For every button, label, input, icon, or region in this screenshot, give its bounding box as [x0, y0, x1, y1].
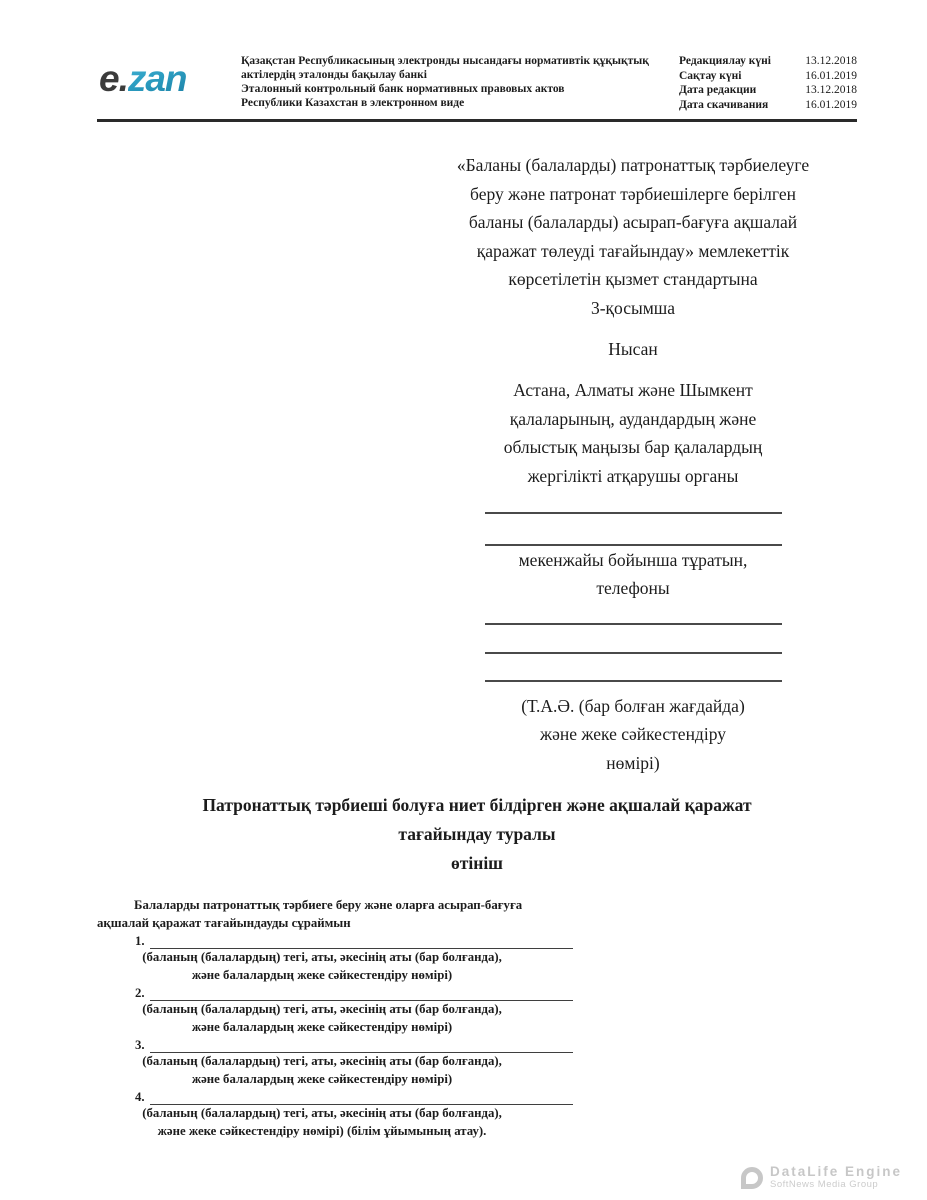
item-row: [97, 1088, 573, 1105]
annex-reference: [407, 151, 859, 323]
form-label: Нысан: [608, 338, 658, 359]
annex-line: беру және патронат тәрбиешілерге берілген: [470, 183, 796, 204]
recipient-line: Астана, Алматы және Шымкент: [513, 380, 753, 401]
date-label: Сақтау күні: [679, 69, 742, 82]
item-number: 1.: [135, 934, 145, 948]
item-row: [97, 984, 573, 1001]
date-row: [679, 83, 857, 98]
watermark-subtitle: SoftNews Media Group: [769, 1179, 879, 1190]
org-line: актілердің эталонды бақылау банкі: [241, 69, 427, 81]
annex-line: қаражат төлеуді тағайындау» мемлекеттік: [476, 240, 790, 261]
item-note-line: (баланың (балалардың) тегі, аты, әкесінің аты (бар болғанда),: [142, 950, 502, 964]
ezan-logo: [99, 50, 241, 97]
date-value: 13.12.2018: [805, 55, 857, 67]
title-line: Патронаттық тәрбиеші болуға ниет білдірген және ақшалай қаражат: [202, 795, 752, 815]
annex-line: көрсетілетін қызмет стандартына: [508, 269, 758, 290]
title-line: өтініш: [451, 853, 503, 873]
recipient-block: [407, 376, 859, 490]
item-note-line: (баланың (балалардың) тегі, аты, әкесінің аты (бар болғанда),: [142, 1106, 502, 1120]
list-item: [97, 984, 573, 1036]
date-label: Дата скачивания: [679, 98, 769, 111]
logo-suffix: zan: [127, 58, 187, 99]
watermark-title: DataLife Engine: [769, 1164, 902, 1179]
item-note-line: (баланың (балалардың) тегі, аты, әкесінің аты (бар болғанда),: [142, 1054, 502, 1068]
applicant-note: [407, 692, 859, 778]
date-value: 16.01.2019: [805, 69, 857, 82]
list-item: [97, 1036, 573, 1088]
org-line: Республики Казахстан в электронном виде: [241, 97, 465, 109]
item-number: 4.: [135, 1090, 145, 1104]
item-note-line: және балалардың жеке сәйкестендіру нөмірі): [191, 1019, 453, 1034]
item-row: [97, 1036, 573, 1053]
annex-line: «Баланы (балаларды) патронаттық тәрбиелеуге: [456, 155, 810, 175]
blank-fill-line: [485, 654, 782, 682]
applicant-note-line: және жеке сәйкестендіру: [540, 724, 726, 745]
recipient-line: облыстық маңызы бар қалалардың: [503, 437, 763, 458]
date-row: [679, 54, 857, 69]
org-line: Қазақстан Республикасының электронды нысандағы нормативтік құқықтық: [241, 55, 649, 67]
blank-fill-line: [150, 1090, 573, 1105]
document-header: [99, 50, 857, 112]
item-row: [97, 932, 573, 949]
annex-line: баланы (балаларды) асырап-бағуға ақшалай: [468, 212, 798, 233]
dates-table: [679, 50, 857, 112]
items-list: [97, 932, 573, 1140]
blank-fill-line: [150, 1038, 573, 1053]
header-divider: [97, 119, 857, 122]
item-note-line: және балалардың жеке сәйкестендіру нөмірі): [191, 967, 453, 982]
address-note-line: телефоны: [596, 578, 670, 599]
logo-prefix: e.: [99, 58, 128, 99]
request-paragraph: Балаларды патронаттық тәрбиеге беру және оларға асырап-бағуға ақшалай қаражат тағайындауды сұраймын: [97, 898, 523, 930]
address-note: [407, 546, 859, 603]
date-row: [679, 69, 857, 84]
blank-fill-line: [485, 491, 782, 514]
date-row: [679, 98, 857, 113]
date-value: 13.12.2018: [805, 84, 857, 96]
item-note-line: (баланың (балалардың) тегі, аты, әкесінің аты (бар болғанда),: [142, 1002, 502, 1016]
annex-column: [407, 151, 859, 778]
recipient-line: жергілікті атқарушы органы: [527, 465, 739, 486]
applicant-note-line: (Т.А.Ә. (бар болған жағдайда): [521, 695, 745, 716]
date-label: Дата редакции: [679, 84, 757, 96]
list-item: [97, 1088, 573, 1140]
blank-fill-line: [150, 934, 573, 949]
applicant-note-line: нөмірі): [606, 752, 660, 773]
title-line: тағайындау туралы: [398, 824, 556, 844]
item-note-line: және балалардың жеке сәйкестендіру нөмірі): [191, 1071, 453, 1086]
blank-fill-line: [485, 514, 782, 546]
list-item: [97, 932, 573, 984]
date-label: Редакциялау күні: [679, 55, 771, 67]
recipient-line: қалаларының, аудандардың және: [509, 408, 757, 429]
document-title: [97, 791, 857, 878]
item-note-line: және жеке сәйкестендіру нөмірі) (білім ұйымының атау).: [157, 1123, 487, 1138]
datalife-engine-watermark: [741, 1165, 902, 1190]
item-number: 3.: [135, 1038, 145, 1052]
blank-fill-line: [485, 603, 782, 625]
annex-number: 3-қосымша: [590, 297, 676, 318]
datalife-logo-icon: [741, 1167, 763, 1189]
item-number: 2.: [135, 986, 145, 1000]
address-note-line: мекенжайы бойынша тұратын,: [518, 549, 748, 570]
blank-fill-line: [150, 986, 573, 1001]
blank-fill-line: [485, 625, 782, 654]
org-description: [241, 50, 679, 110]
org-line: Эталонный контрольный банк нормативных правовых актов: [241, 83, 565, 95]
date-value: 16.01.2019: [805, 98, 857, 111]
